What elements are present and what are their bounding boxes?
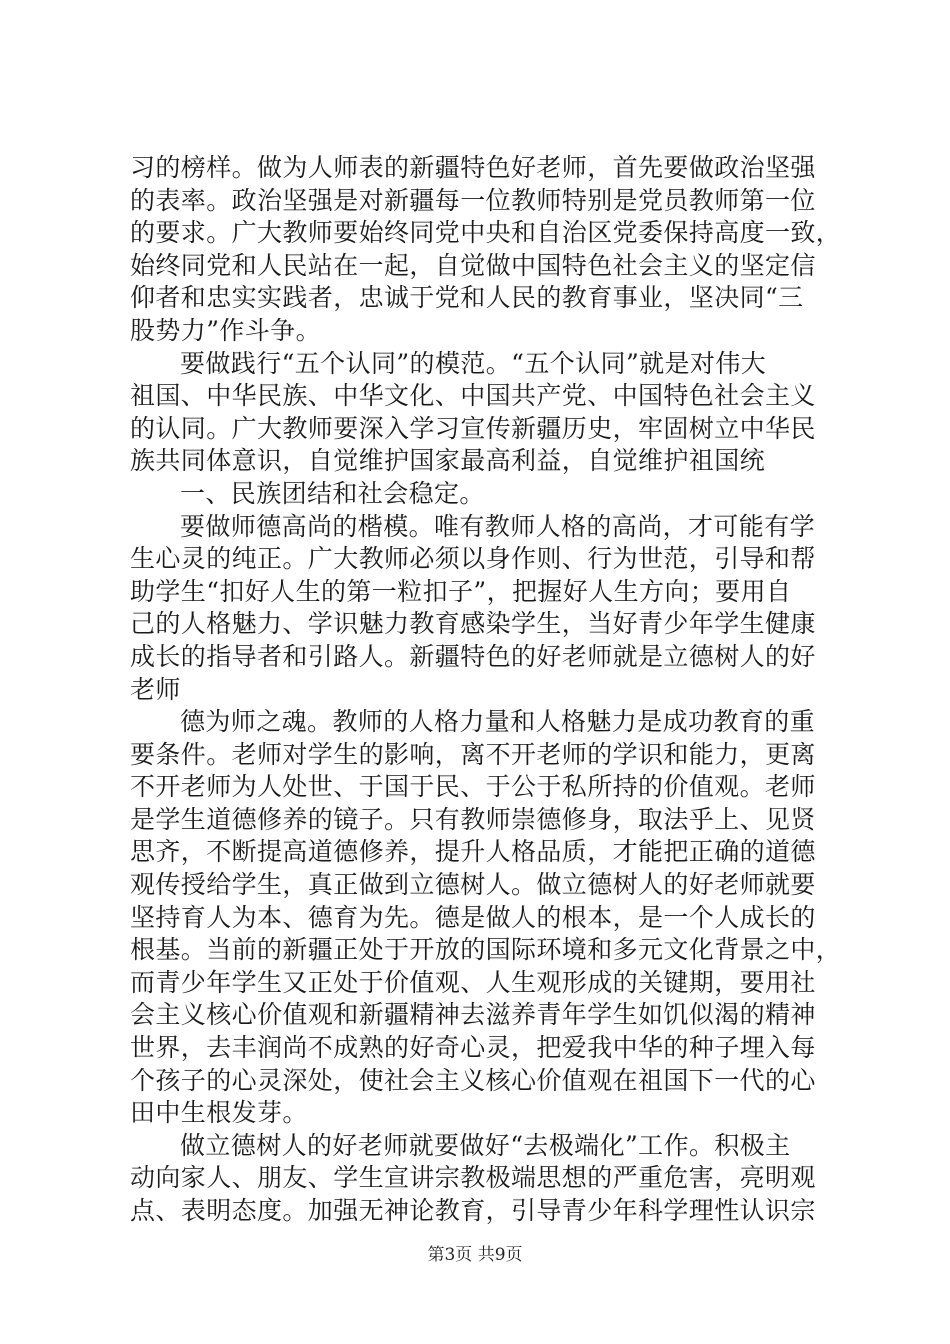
text-line: 习的榜样。做为人师表的新疆特色好老师，首先要做政治坚强 (130, 153, 816, 182)
text-line: 个孩子的心灵深处，使社会主义核心价值观在祖国下一代的心 (130, 1065, 816, 1095)
text-line: 而青少年学生又正处于价值观、人生观形成的关键期，要用社 (130, 967, 816, 997)
text-line: 己的人格魅力、学识魅力教育感染学生，当好青少年学生健康 (130, 609, 816, 639)
text-line: 成长的指导者和引路人。新疆特色的好老师就是立德树人的好 (130, 641, 816, 671)
text-line: 要条件。老师对学生的影响，离不开老师的学识和能力，更离 (130, 739, 816, 769)
text-line: 点、表明态度。加强无神论教育，引导青少年科学理性认识宗 (130, 1196, 816, 1225)
text-line: 仰者和忠实实践者，忠诚于党和人民的教育事业，坚决同“三 (130, 283, 804, 313)
page-number-footer: 第3页 共9页 (427, 1245, 523, 1265)
text-line: 老师 (130, 674, 181, 704)
text-line: 要做践行“五个认同”的模范。“五个认同”就是对伟大 (180, 348, 767, 378)
text-line: 会主义核心价值观和新疆精神去滋养青年学生如饥似渴的精神 (130, 1000, 816, 1030)
text-line: 的要求。广大教师要始终同党中央和自治区党委保持高度一致， (130, 218, 842, 248)
text-line: 思齐，不断提高道德修养，提升人格品质，才能把正确的道德 (130, 837, 816, 867)
text-line: 德为师之魂。教师的人格力量和人格魅力是成功教育的重 (180, 707, 816, 737)
text-line: 田中生根发芽。 (130, 1098, 308, 1128)
text-line: 的表率。政治坚强是对新疆每一位教师特别是党员教师第一位 (130, 185, 816, 215)
text-line: 动向家人、朋友、学生宣讲宗教极端思想的严重危害，亮明观 (130, 1163, 816, 1193)
text-line: 生心灵的纯正。广大教师必须以身作则、行为世范，引导和帮 (130, 544, 816, 574)
text-line: 一、民族团结和社会稳定。 (180, 478, 485, 508)
text-line: 不开老师为人处世、于国于民、于公于私所持的价值观。老师 (130, 772, 816, 802)
text-line: 根基。当前的新疆正处于开放的国际环境和多元文化背景之中， (130, 935, 842, 965)
text-line: 族共同体意识，自觉维护国家最高利益，自觉维护祖国统 (130, 446, 766, 476)
text-line: 坚持育人为本、德育为先。德是做人的根本，是一个人成长的 (130, 902, 816, 932)
text-line: 股势力”作斗争。 (130, 315, 321, 345)
text-line: 的认同。广大教师要深入学习宣传新疆历史，牢固树立中华民 (130, 413, 816, 443)
text-line: 做立德树人的好老师就要做好“去极端化”工作。积极主 (180, 1130, 791, 1160)
text-line: 要做师德高尚的楷模。唯有教师人格的高尚，才可能有学 (180, 511, 816, 541)
text-line: 助学生“扣好人生的第一粒扣子”，把握好人生方向；要用自 (130, 576, 792, 606)
text-line: 祖国、中华民族、中华文化、中国共产党、中国特色社会主义 (130, 381, 816, 411)
document-body (130, 152, 842, 1228)
text-line: 始终同党和人民站在一起，自觉做中国特色社会主义的坚定信 (130, 250, 816, 280)
text-line: 世界，去丰润尚不成熟的好奇心灵，把爱我中华的种子埋入每 (130, 1033, 816, 1063)
text-line: 观传授给学生，真正做到立德树人。做立德树人的好老师就要 (130, 870, 816, 900)
text-line: 是学生道德修养的镜子。只有教师崇德修身，取法乎上、见贤 (130, 804, 816, 834)
